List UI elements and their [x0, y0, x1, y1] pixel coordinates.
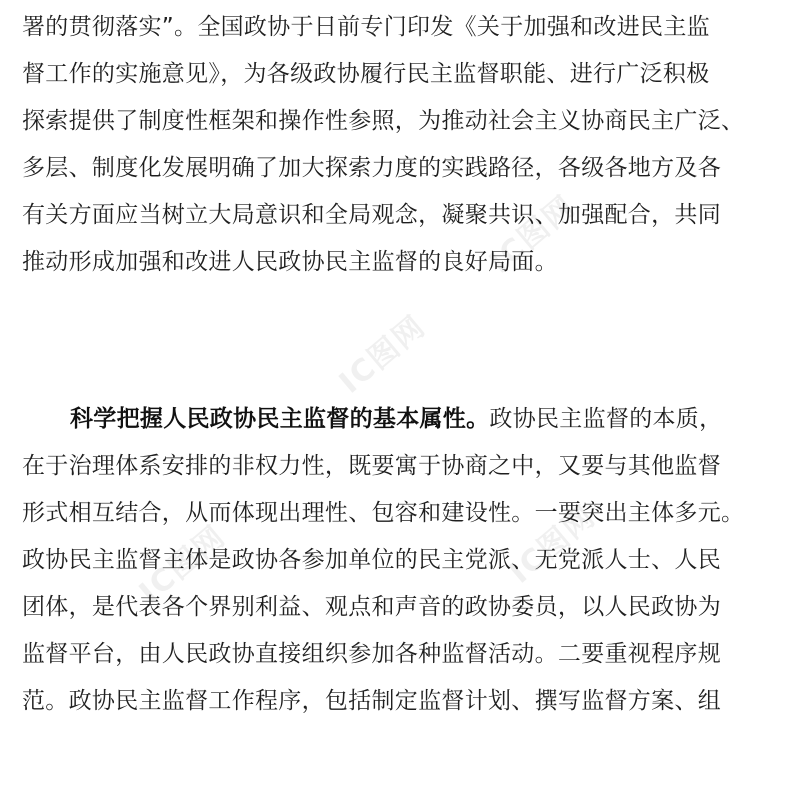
paragraph-2-first-line — [22, 396, 782, 443]
watermark-2: IC图网 — [332, 308, 433, 401]
watermark-4: IC图网 — [502, 498, 603, 591]
watermark-1: IC图网 — [482, 188, 583, 281]
paragraph-2-first-line-text: 政协民主监督的本质， — [489, 406, 723, 432]
paragraph-1 — [22, 4, 782, 286]
paragraph-2-line: 形式相互结合，从而体现出理性、包容和建设性。一要突出主体多元。 — [22, 500, 745, 526]
paragraph-1-line: 督工作的实施意见》，为各级政协履行民主监督职能、进行广泛积极 — [22, 61, 710, 87]
paragraph-1-line: 探索提供了制度性框架和操作性参照，为推动社会主义协商民主广泛、 — [22, 108, 745, 134]
paragraph-2 — [22, 396, 782, 725]
paragraph-2-line: 在于治理体系安排的非权力性，既要寓于协商之中，又要与其他监督 — [22, 453, 721, 479]
paragraph-1-line: 多层、制度化发展明确了加大探索力度的实践路径，各级各地方及各 — [22, 155, 721, 181]
paragraph-1-line: 推动形成加强和改进人民政协民主监督的良好局面。 — [22, 249, 558, 275]
paragraph-2-line: 团体，是代表各个界别利益、观点和声音的政协委员，以人民政协为 — [22, 594, 721, 620]
paragraph-2-line: 范。政协民主监督工作程序，包括制定监督计划、撰写监督方案、组 — [22, 688, 721, 714]
paragraph-2-heading: 科学把握人民政协民主监督的基本属性。 — [70, 406, 490, 432]
paragraph-1-line: 有关方面应当树立大局意识和全局观念，凝聚共识、加强配合，共同 — [22, 202, 721, 228]
paragraph-2-line: 监督平台，由人民政协直接组织参加各种监督活动。二要重视程序规 — [22, 641, 721, 667]
watermark-3: IC图网 — [132, 518, 233, 611]
paragraph-1-line: 署的贯彻落实”。全国政协于日前专门印发《关于加强和改进民主监 — [22, 14, 710, 40]
paragraph-2-line: 政协民主监督主体是政协各参加单位的民主党派、无党派人士、人民 — [22, 547, 721, 573]
